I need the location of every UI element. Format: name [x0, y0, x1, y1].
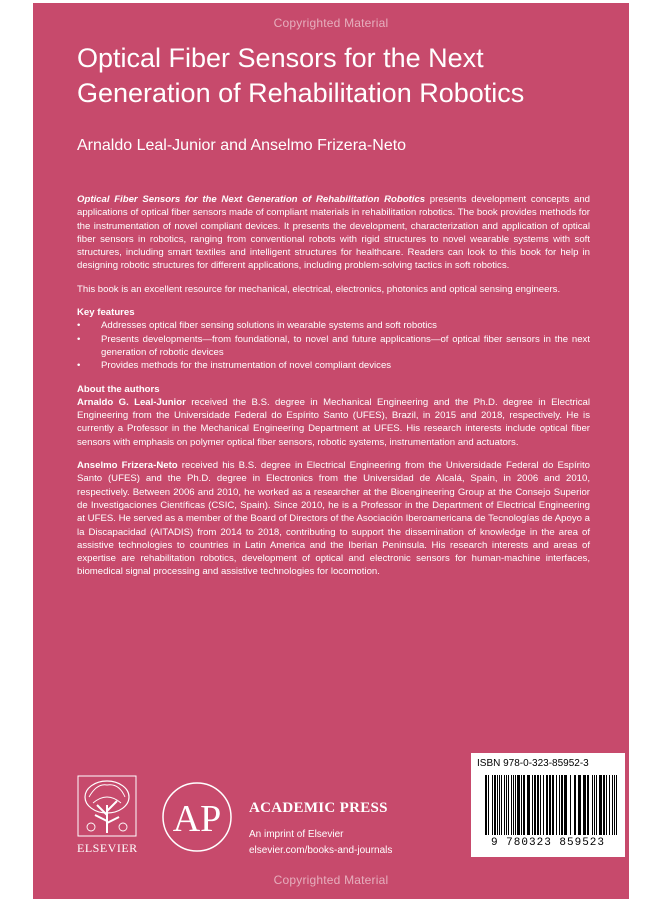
about-authors-heading: About the authors: [77, 383, 160, 395]
barcode-bar: [559, 775, 560, 835]
barcode-bar: [506, 775, 507, 835]
barcode-bar: [492, 775, 493, 835]
barcode-bar: [587, 775, 589, 835]
title-line-2: Generation of Rehabilitation Robotics: [77, 78, 525, 108]
description-body: presents development concepts and applications of optical fiber sensors made of compliant materials in rehabilitation robotics. The book provides methods for the instrumentation of novel compliant devices. It presents the development, characterization and application of optical fiber sensors in robotics, ranging from conventional robots with rigid structures to novel wearable systems with soft structures, including smart textiles and intelligent structures for healthcare. Readers can look to this book for help in designing robotic structures for different applications, including problem-solving tactics in soft robotics.: [77, 194, 590, 272]
barcode-bar: [485, 775, 487, 835]
barcode-bar: [537, 775, 539, 835]
isbn-barcode-box: [471, 753, 625, 857]
barcode-bar: [543, 775, 544, 835]
barcode-bar: [578, 775, 581, 835]
barcode-bar: [527, 775, 530, 835]
list-item: • Addresses optical fiber sensing solutions in wearable systems and soft robotics: [77, 320, 437, 332]
barcode-bar: [494, 775, 496, 835]
barcode-bar: [574, 775, 576, 835]
watermark-bottom: Copyrighted Material: [273, 873, 389, 887]
author1-bio-paragraph: [77, 396, 590, 449]
barcode-bar: [612, 775, 613, 835]
barcode-bar: [599, 775, 602, 835]
key-features-heading: Key features: [77, 307, 135, 319]
barcode-bar: [592, 775, 593, 835]
barcode-bar: [523, 775, 525, 835]
ean-digits: 9 780323 859523: [490, 837, 606, 849]
barcode-bar: [556, 775, 557, 835]
author2-name: Anselmo Frizera-Neto: [77, 460, 178, 472]
barcode-bar: [501, 775, 502, 835]
barcode-bars-icon: [485, 775, 617, 835]
barcode-bar: [583, 775, 586, 835]
barcode-bar: [570, 775, 571, 835]
barcode-bar: [517, 775, 520, 835]
barcode-bar: [497, 775, 498, 835]
barcode-bar: [549, 775, 551, 835]
barcode-bar: [540, 775, 541, 835]
barcode-bar: [532, 775, 533, 835]
bullet-icon: •: [77, 320, 81, 332]
barcode-bar: [614, 775, 615, 835]
key-features-list: [77, 319, 590, 372]
barcode-bar: [499, 775, 500, 835]
barcode-bar: [552, 775, 554, 835]
authors: Arnaldo Leal-Junior and Anselmo Frizera-Neto: [77, 137, 407, 154]
author1-bio: received the B.S. degree in Mechanical Engineering and the Ph.D. degree in Electrical Engineering from the Universidade Federal do Espírito Santo (UFES), Brazil, in 2015 and 2018, respectively. He is currently a Professor in the Mechanical Engineering Department at UFES. His research interests include optical fiber sensors with emphasis on polymer optical fiber sensors, robotic systems, instrumentation and actuators.: [77, 396, 591, 448]
barcode-bar: [616, 775, 617, 835]
resource-paragraph: This book is an excellent resource for mechanical, electrical, electronics, photonics and optical sensing engineers.: [77, 283, 561, 295]
elsevier-tree-logo-icon: [77, 775, 137, 837]
description-paragraph: [77, 193, 590, 273]
barcode-bar: [515, 775, 516, 835]
imprint-text: An imprint of Elsevier: [249, 829, 344, 840]
watermark-top: Copyrighted Material: [273, 16, 389, 30]
barcode-bar: [513, 775, 514, 835]
barcode-bar: [508, 775, 509, 835]
list-item: • Provides methods for the instrumentation of novel compliant devices: [77, 360, 392, 372]
publisher-url: elsevier.com/books-and-journals: [249, 845, 393, 856]
author2-bio: received his B.S. degree in Electrical Engineering from the Universidade Federal do Espírito Santo (UFES) and the Ph.D. degree in Electronics from the Universidad de Alcalá, Spain, in 2006 and 2010, respectively. Between 2006 and 2010, he worked as a researcher at the Bioengineering Group at the Consejo Superior de Investigaciones Científicas (CSIC, Spain). Since 2010, he is a Professor in the Department of Electrical Engineering at UFES. He served as a member of the Board of Directors of the Asociación Iberoamericana de Tecnologías de Apoyo a la Discapacidad (AITADIS) from 2014 to 2018, contributing to support the dissemination of knowledge in the area of assistive technologies to countries in Latin America and the Iberian Peninsula. His research interests and areas of expertise are rehabilitation robotics, development of optical and electronic sensors for human-machine interfaces, biomedical signal processing and assistive technologies for locomotion.: [77, 460, 591, 578]
barcode-bar: [521, 775, 522, 835]
elsevier-wordmark: ELSEVIER: [77, 841, 138, 855]
barcode-bar: [564, 775, 567, 835]
blurb: [77, 193, 590, 589]
barcode-bar: [504, 775, 505, 835]
book-title: [77, 41, 597, 111]
publisher-name: ACADEMIC PRESS: [249, 800, 388, 816]
barcode-bar: [488, 775, 489, 835]
description-lead-title: Optical Fiber Sensors for the Next Generation of Rehabilitation Robotics: [77, 194, 426, 205]
barcode-bar: [534, 775, 536, 835]
barcode-bar: [609, 775, 610, 835]
author2-bio-paragraph: [77, 459, 590, 579]
title-line-1: Optical Fiber Sensors for the Next: [77, 43, 484, 73]
barcode-bar: [561, 775, 563, 835]
barcode-bar: [511, 775, 512, 835]
bullet-icon: •: [77, 333, 81, 345]
academic-press-ap-logo-icon: [161, 781, 233, 853]
isbn-number: ISBN 978-0-323-85952-3: [477, 758, 589, 769]
barcode-bar: [596, 775, 597, 835]
barcode-bar: [606, 775, 607, 835]
back-cover: [33, 3, 629, 899]
bullet-icon: •: [77, 360, 81, 372]
barcode-bar: [546, 775, 548, 835]
barcode-bar: [594, 775, 595, 835]
ap-monogram: AP: [172, 798, 222, 840]
author1-name: Arnaldo G. Leal-Junior: [77, 396, 186, 408]
barcode-bar: [603, 775, 605, 835]
list-item: • Presents developments—from foundational, to novel and future applications—of optical fiber sensors in the next generation of robotic devices: [77, 333, 590, 358]
